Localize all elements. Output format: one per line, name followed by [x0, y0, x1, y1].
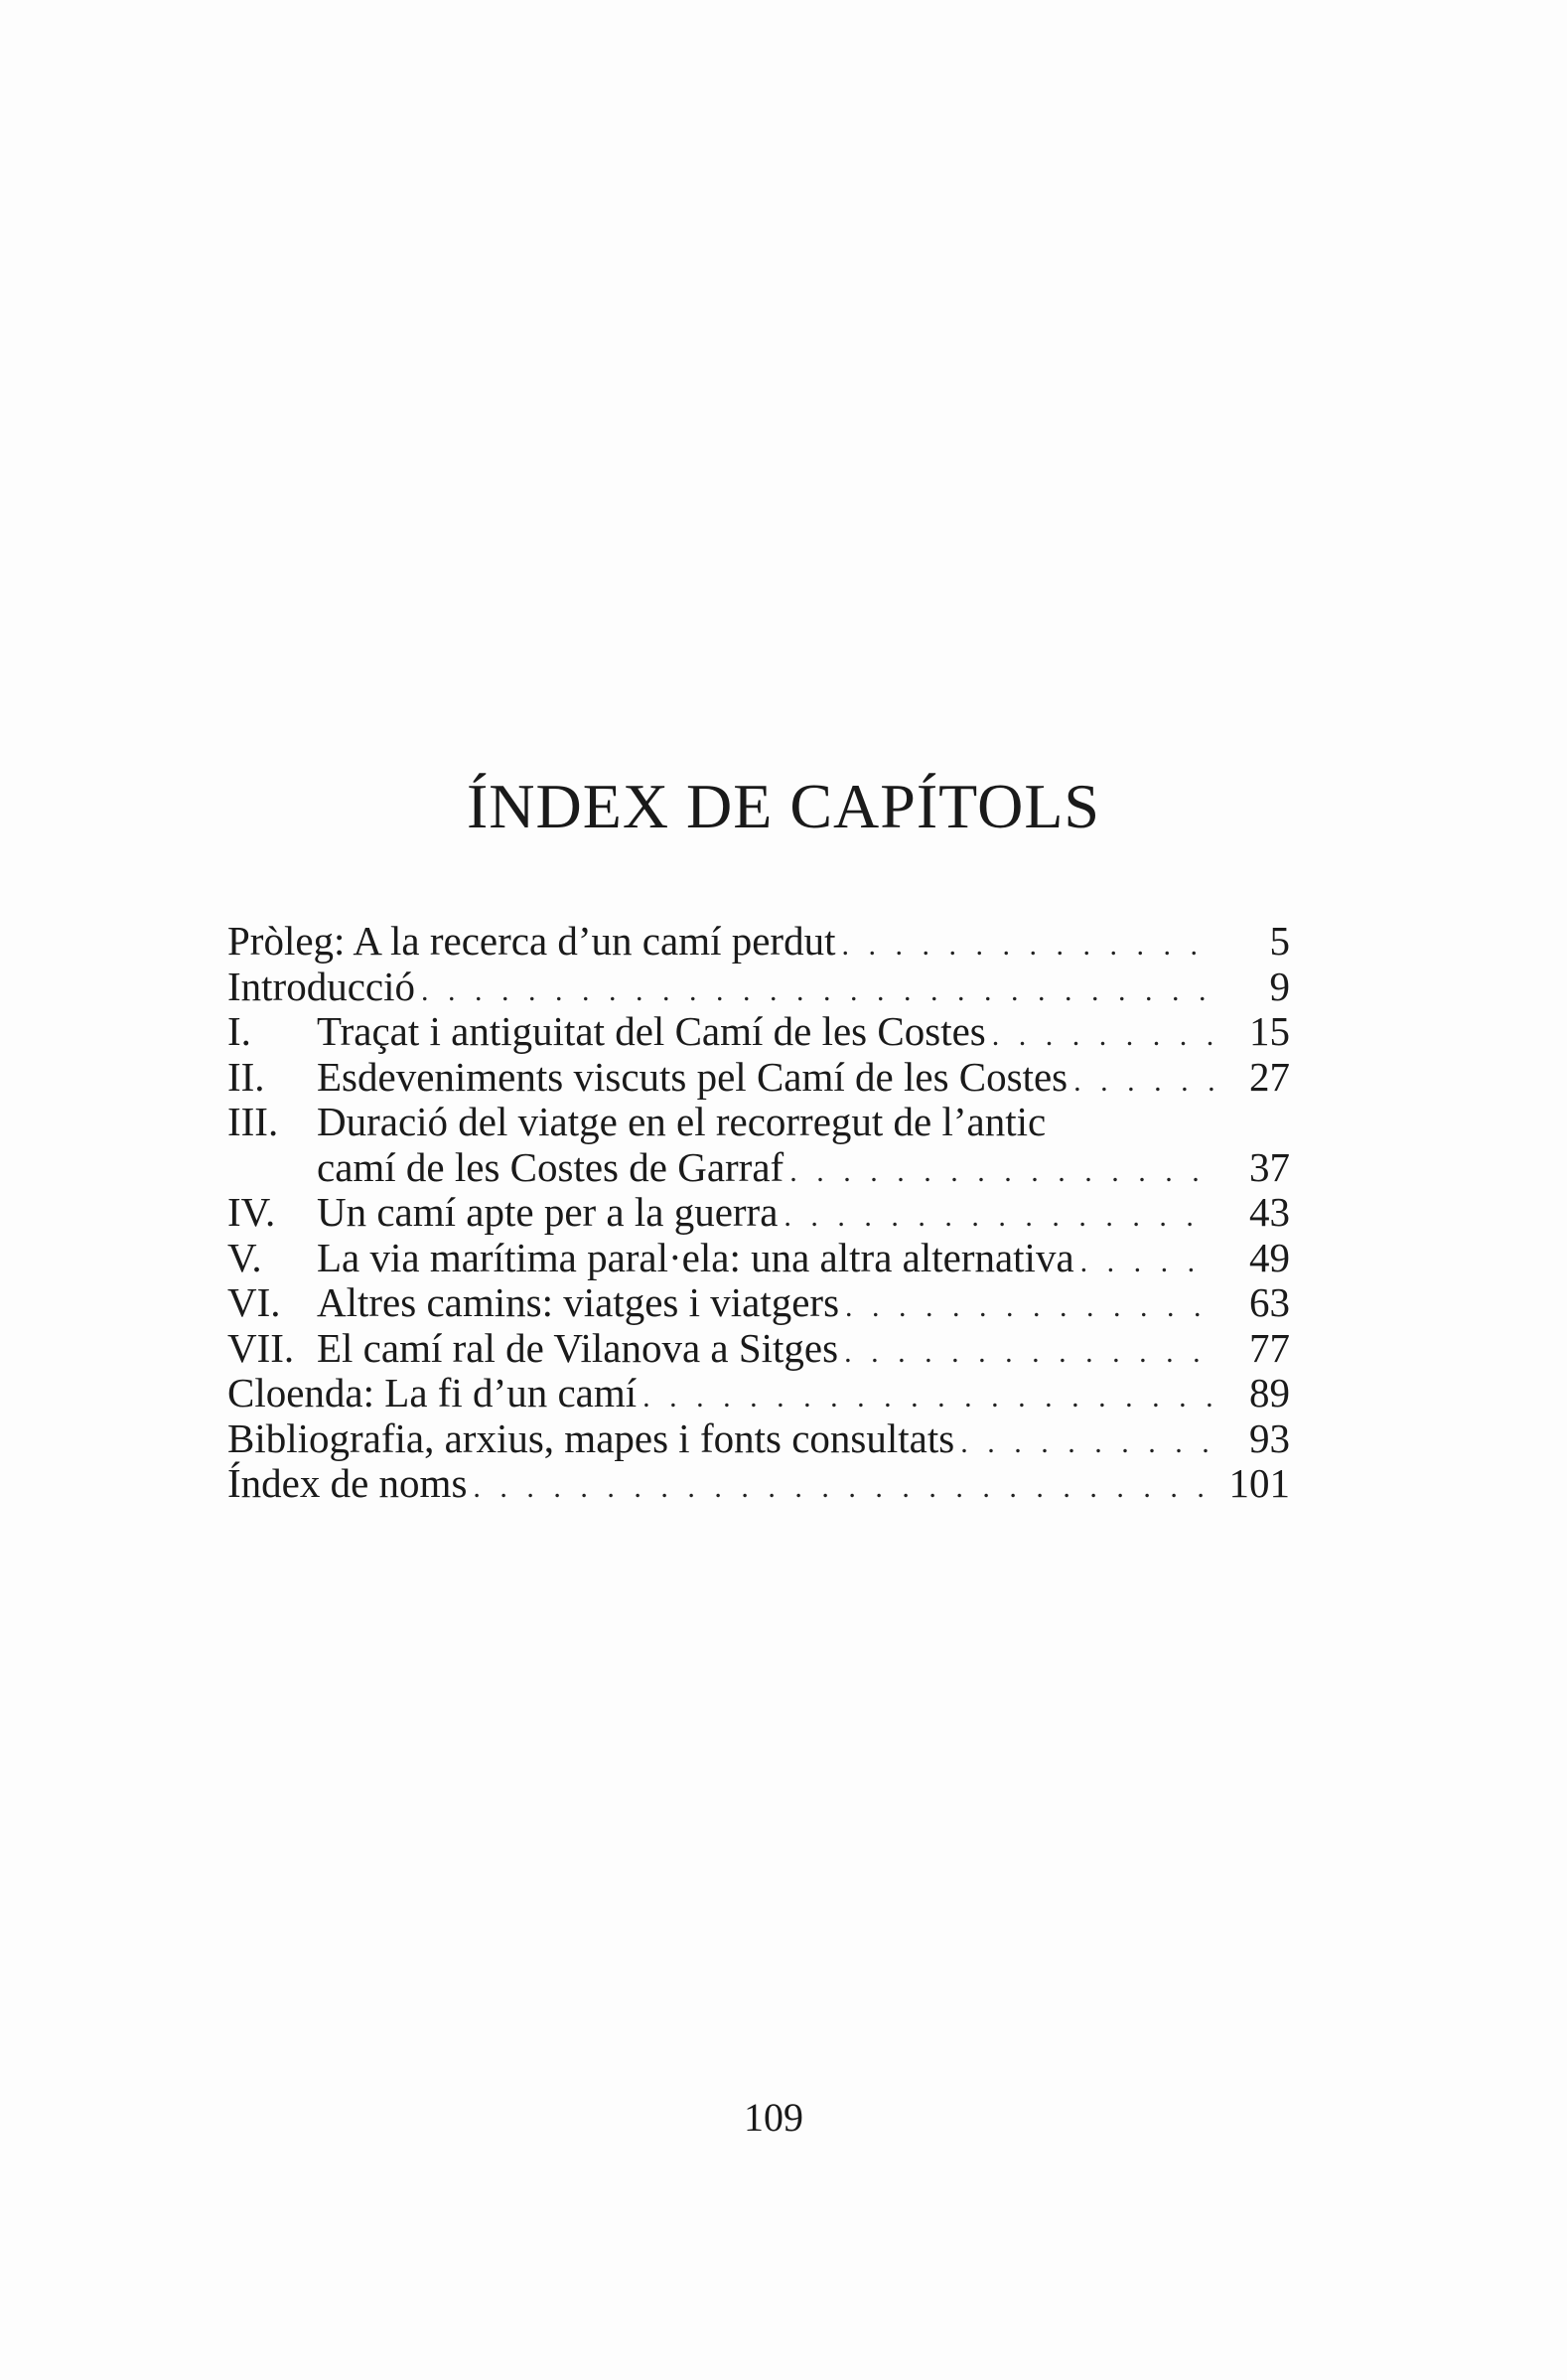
toc-entry-page: 5: [1269, 918, 1290, 964]
toc-entry-page: 9: [1269, 963, 1290, 1009]
toc-entry-label: Pròleg: A la recerca d’un camí perdut: [227, 918, 836, 964]
toc-entry-label: Altres camins: viatges i viatgers: [317, 1279, 840, 1325]
toc-leader-dots: [421, 968, 1214, 1014]
toc-entry: [227, 1236, 1290, 1281]
toc-entry-page: 63: [1249, 1279, 1290, 1325]
toc-chapter-number: IV.: [227, 1189, 276, 1235]
toc-entry: [227, 1416, 1290, 1462]
toc-leader-dots: [992, 1013, 1214, 1059]
toc-entry: [227, 1055, 1290, 1101]
toc-entry-label: Índex de noms: [227, 1460, 468, 1506]
toc-entry: [227, 1461, 1290, 1507]
page-title: ÍNDEX DE CAPÍTOLS: [466, 771, 1101, 841]
toc-entry: [227, 919, 1290, 965]
toc-entry-label: Esdeveniments viscuts pel Camí de les Costes: [317, 1053, 1068, 1100]
toc-leader-dots: [473, 1465, 1214, 1511]
toc-entry-label: El camí ral de Vilanova a Sitges: [317, 1324, 839, 1371]
toc-entry-page: 37: [1249, 1143, 1290, 1190]
toc-leader-dots: [1073, 1059, 1214, 1105]
toc-entry-label: Un camí apte per a la guerra: [317, 1189, 779, 1235]
toc-entry-page: 15: [1249, 1008, 1290, 1054]
toc-leader-dots: [642, 1375, 1214, 1420]
toc-leader-dots: [845, 1284, 1214, 1330]
toc-entry-label: Traçat i antiguitat del Camí de les Costes: [317, 1008, 986, 1054]
toc-entry-label: camí de les Costes de Garraf: [317, 1143, 784, 1190]
toc-entry-page: 27: [1249, 1053, 1290, 1100]
toc-entry-label: Bibliografia, arxius, mapes i fonts consultats: [227, 1414, 955, 1461]
toc-entry-page: 77: [1249, 1324, 1290, 1371]
toc-entry-page: 89: [1249, 1370, 1290, 1415]
table-of-contents: [227, 919, 1290, 1507]
toc-leader-dots: [844, 1330, 1214, 1376]
toc-entry: [227, 1190, 1290, 1236]
toc-entry: [227, 965, 1290, 1010]
toc-chapter-number: VI.: [227, 1279, 281, 1325]
toc-chapter-number: I.: [227, 1008, 251, 1054]
toc-entry: [227, 1100, 1290, 1145]
toc-entry-page: 49: [1249, 1234, 1290, 1280]
toc-entry: [227, 1371, 1290, 1416]
toc-leader-dots: [960, 1420, 1214, 1466]
toc-entry: [227, 1326, 1290, 1372]
toc-entry-label: Introducció: [227, 963, 415, 1009]
toc-entry: [227, 1009, 1290, 1055]
toc-entry-page: 101: [1228, 1460, 1290, 1506]
toc-entry-page: 43: [1249, 1189, 1290, 1235]
toc-entry-label: Duració del viatge en el recorregut de l’antic: [317, 1099, 1047, 1144]
toc-leader-dots: [789, 1149, 1214, 1195]
toc-leader-dots: [1080, 1240, 1214, 1285]
toc-chapter-number: III.: [227, 1099, 279, 1144]
toc-chapter-number: V.: [227, 1234, 262, 1280]
toc-entry-label: Cloenda: La fi d’un camí: [227, 1370, 638, 1415]
toc-chapter-number: VII.: [227, 1324, 295, 1371]
page-number: 109: [744, 2095, 803, 2140]
toc-entry: [227, 1280, 1290, 1326]
toc-leader-dots: [841, 923, 1214, 968]
toc-entry-page: 93: [1249, 1414, 1290, 1461]
toc-entry-label: La via marítima paral·ela: una altra alternativa: [317, 1234, 1074, 1280]
toc-leader-dots: [784, 1194, 1214, 1240]
toc-chapter-number: II.: [227, 1053, 265, 1100]
toc-entry-continuation: [227, 1145, 1290, 1191]
